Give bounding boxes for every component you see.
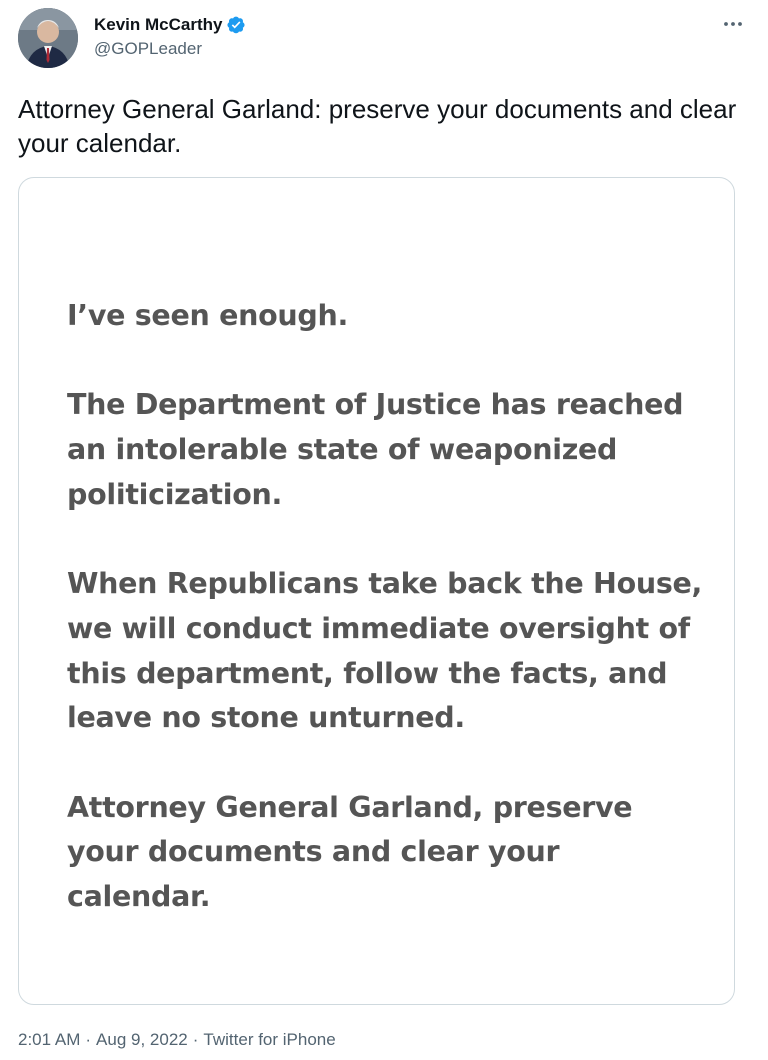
tweet-time[interactable]: 2:01 AM [18,1030,81,1049]
author-handle[interactable]: @GOPLeader [94,39,202,58]
meta-separator: · [85,1030,92,1049]
tweet-media-image[interactable] [18,177,735,1005]
author-names [94,14,246,61]
tweet-text: Attorney General Garland: preserve your documents and clear your calendar. [18,94,737,158]
more-horizontal-icon[interactable] [718,12,748,36]
meta-separator: · [192,1030,199,1049]
tweet-header [18,8,748,72]
statement-paragraph: I’ve seen enough. [67,299,348,332]
tweet-source[interactable]: Twitter for iPhone [203,1030,336,1049]
tweet-meta [18,1028,336,1052]
tweet-date[interactable]: Aug 9, 2022 [96,1030,188,1049]
statement-paragraph: Attorney General Garland, preserve your documents and clear your calendar. [67,790,633,914]
statement-paragraph: The Department of Justice has reached an intolerable state of weaponized politicization. [67,388,684,511]
statement-text [67,294,707,920]
statement-paragraph: When Republicans take back the House, we will conduct immediate oversight of this department, follow the facts, and leave no stone unturned. [67,567,703,735]
author-avatar[interactable] [18,8,78,68]
verified-badge-icon [226,15,246,35]
author-display-name[interactable]: Kevin McCarthy [94,15,223,34]
